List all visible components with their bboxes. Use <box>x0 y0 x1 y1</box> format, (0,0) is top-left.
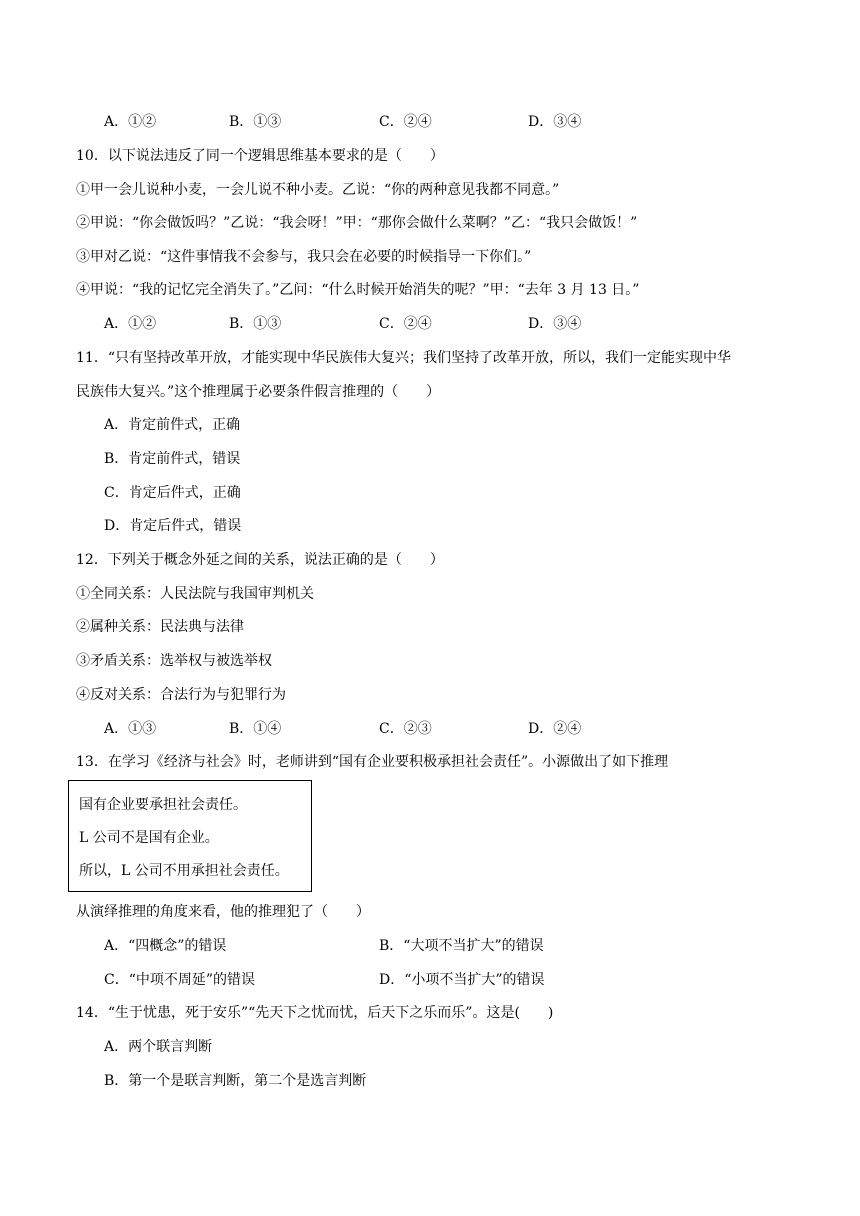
q12-stem: 12．下列关于概念外延之间的关系，说法正确的是（ ） <box>76 552 444 568</box>
q10-item-1: ①甲一会儿说种小麦，一会儿说不种小麦。乙说：“你的两种意见我都不同意。” <box>76 182 560 198</box>
q13-stem: 13．在学习《经济与社会》时，老师讲到“国有企业要积极承担社会责任”。小源做出了如下推理 <box>76 754 669 770</box>
q10-item-3: ③甲对乙说：“这件事情我不会参与，我只会在必要的时候指导一下你们。” <box>76 249 532 265</box>
q11-stem-line2: 民族伟大复兴。”这个推理属于必要条件假言推理的（ ） <box>76 384 441 400</box>
q11-option-a[interactable]: A．肯定前件式，正确 <box>104 417 241 433</box>
q13-box-line-3: 所以，L 公司不用承担社会责任。 <box>79 863 289 879</box>
q9-option-a[interactable]: A．①② <box>104 114 157 130</box>
q14-option-b[interactable]: B．第一个是联言判断，第二个是选言判断 <box>104 1073 367 1089</box>
q10-option-b[interactable]: B．①③ <box>229 316 282 332</box>
q10-stem: 10．以下说法违反了同一个逻辑思维基本要求的是（ ） <box>76 148 444 164</box>
q13-option-a[interactable]: A．“四概念”的错误 <box>104 938 227 954</box>
q14-option-a[interactable]: A．两个联言判断 <box>104 1039 213 1055</box>
q12-option-c[interactable]: C．②③ <box>379 721 432 737</box>
q10-option-a[interactable]: A．①② <box>104 316 157 332</box>
q12-item-2: ②属种关系：民法典与法律 <box>76 619 244 635</box>
q13-box-line-1: 国有企业要承担社会责任。 <box>79 797 247 813</box>
q9-option-b[interactable]: B．①③ <box>229 114 282 130</box>
q12-option-a[interactable]: A．①③ <box>104 721 157 737</box>
q9-option-c[interactable]: C．②④ <box>379 114 432 130</box>
q10-item-2: ②甲说：“你会做饭吗？”乙说：“我会呀！”甲：“那你会做什么菜啊？”乙：“我只会做饭！” <box>76 215 638 231</box>
q10-item-4: ④甲说：“我的记忆完全消失了。”乙问：“什么时候开始消失的呢？”甲：“去年 3 月 13 日。” <box>76 282 640 298</box>
q12-item-3: ③矛盾关系：选举权与被选举权 <box>76 653 272 669</box>
q13-box-line-2: L 公司不是国有企业。 <box>79 830 219 846</box>
q9-option-d[interactable]: D．③④ <box>528 114 582 130</box>
q13-option-d[interactable]: D．“小项不当扩大”的错误 <box>379 972 545 988</box>
q11-option-c[interactable]: C．肯定后件式，正确 <box>104 485 241 501</box>
q13-stem-2: 从演绎推理的角度来看，他的推理犯了（ ） <box>76 904 370 920</box>
q10-option-c[interactable]: C．②④ <box>379 316 432 332</box>
q11-option-b[interactable]: B．肯定前件式，错误 <box>104 451 241 467</box>
q12-option-d[interactable]: D．②④ <box>528 721 582 737</box>
q13-option-c[interactable]: C．“中项不周延”的错误 <box>104 972 256 988</box>
q14-stem: 14．“生于忧患，死于安乐”“先天下之忧而忧，后天下之乐而乐”。这是( ) <box>76 1005 554 1021</box>
q12-item-4: ④反对关系：合法行为与犯罪行为 <box>76 687 286 703</box>
q12-item-1: ①全同关系：人民法院与我国审判机关 <box>76 586 314 602</box>
q10-option-d[interactable]: D．③④ <box>528 316 582 332</box>
q11-option-d[interactable]: D．肯定后件式，错误 <box>104 518 242 534</box>
q13-reasoning-box <box>68 780 312 892</box>
q11-stem-line1: 11．“只有坚持改革开放，才能实现中华民族伟大复兴；我们坚持了改革开放，所以，我们一定能实现中华 <box>76 350 731 366</box>
q12-option-b[interactable]: B．①④ <box>229 721 282 737</box>
q13-option-b[interactable]: B．“大项不当扩大”的错误 <box>379 938 544 954</box>
